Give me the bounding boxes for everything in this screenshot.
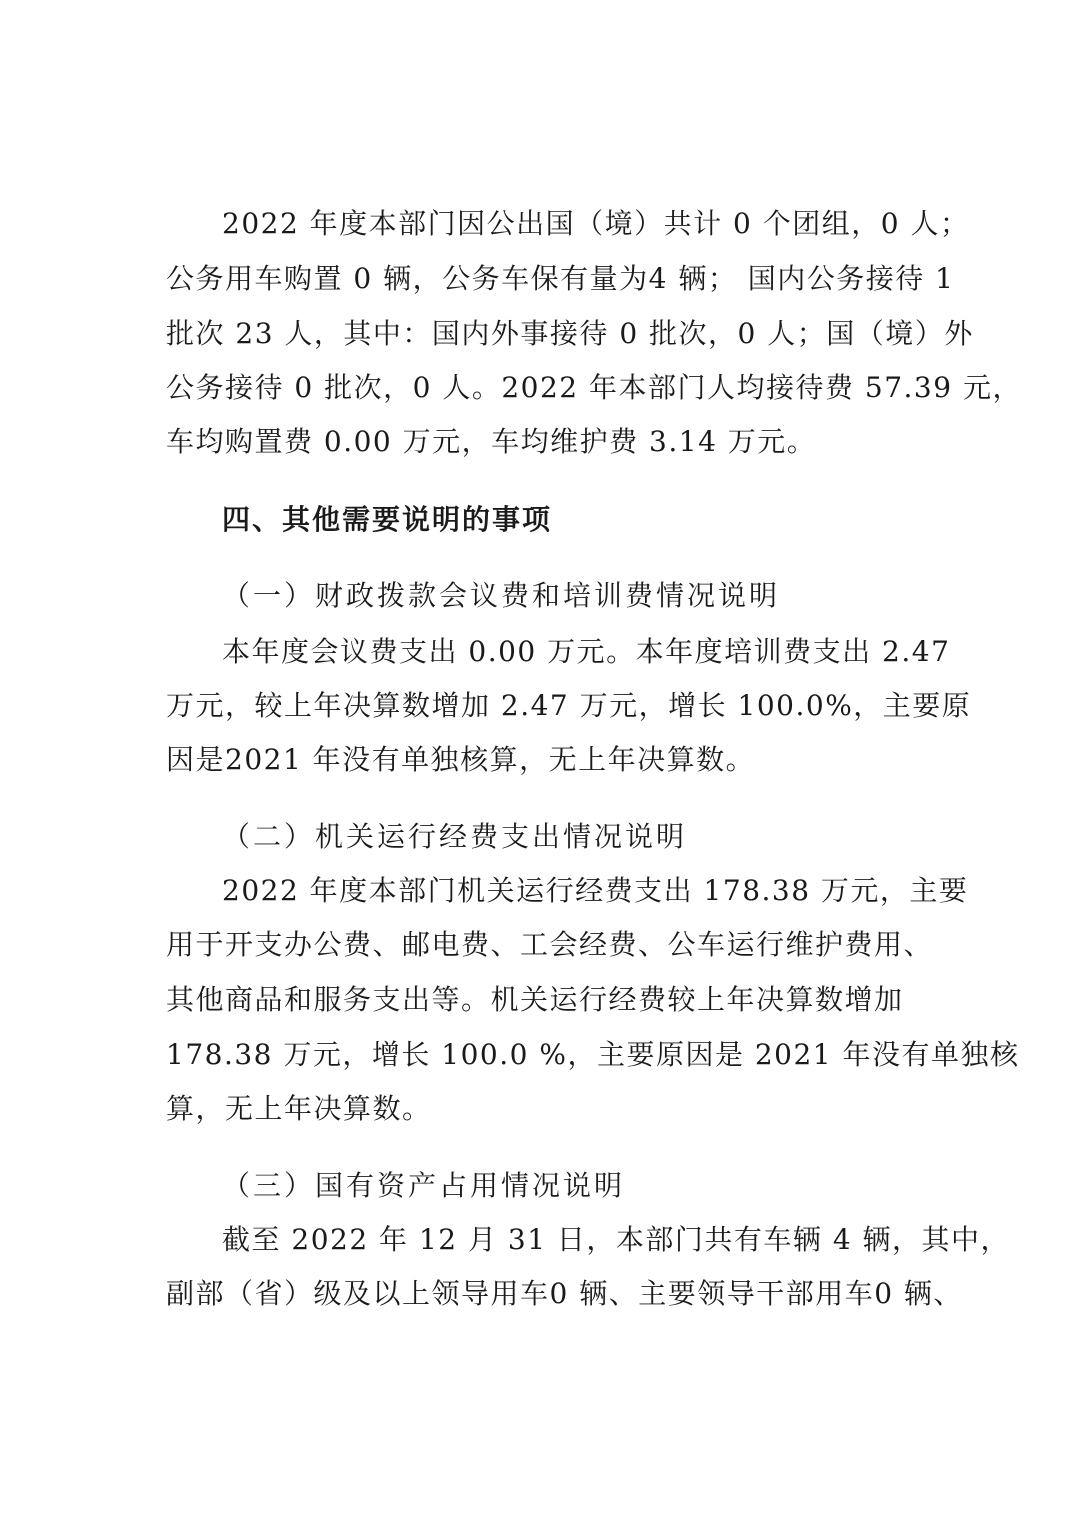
subsection-3-line-1: 截至 2022 年 12 月 31 日，本部门共有车辆 4 辆，其中， — [222, 1223, 1011, 1256]
subsection-1-heading: （一）财政拨款会议费和培训费情况说明 — [222, 579, 781, 612]
subsection-2-line-3: 其他商品和服务支出等。机关运行经费较上年决算数增加 — [166, 983, 904, 1016]
subsection-1-line-3: 因是2021 年没有单独核算，无上年决算数。 — [166, 743, 756, 776]
section-4-heading: 四、其他需要说明的事项 — [222, 503, 553, 536]
paragraph-1-line-4: 公务接待 0 批次，0 人。2022 年本部门人均接待费 57.39 元， — [166, 371, 1022, 404]
subsection-2-line-4: 178.38 万元，增长 100.0 %，主要原因是 2021 年没有单独核 — [166, 1038, 1020, 1071]
subsection-2-line-2: 用于开支办公费、邮电费、工会经费、公车运行维护费用、 — [166, 928, 934, 961]
paragraph-1-line-2: 公务用车购置 0 辆，公务车保有量为4 辆； 国内公务接待 1 — [166, 262, 955, 295]
subsection-2-line-5: 算，无上年决算数。 — [166, 1092, 432, 1125]
paragraph-1-line-1: 2022 年度本部门因公出国（境）共计 0 个团组，0 人； — [222, 207, 970, 240]
subsection-3-heading: （三）国有资产占用情况说明 — [222, 1169, 626, 1202]
subsection-1-line-1: 本年度会议费支出 0.00 万元。本年度培训费支出 2.47 — [222, 635, 951, 668]
subsection-2-line-1: 2022 年度本部门机关运行经费支出 178.38 万元，主要 — [222, 874, 969, 907]
subsection-1-line-2: 万元，较上年决算数增加 2.47 万元，增长 100.0%，主要原 — [166, 689, 972, 722]
subsection-2-heading: （二）机关运行经费支出情况说明 — [222, 820, 688, 853]
paragraph-1-line-3: 批次 23 人，其中：国内外事接待 0 批次，0 人；国（境）外 — [166, 317, 974, 350]
subsection-3-line-2: 副部（省）级及以上领导用车0 辆、主要领导干部用车0 辆、 — [166, 1277, 963, 1310]
paragraph-1-line-5: 车均购置费 0.00 万元，车均维护费 3.14 万元。 — [166, 425, 817, 458]
